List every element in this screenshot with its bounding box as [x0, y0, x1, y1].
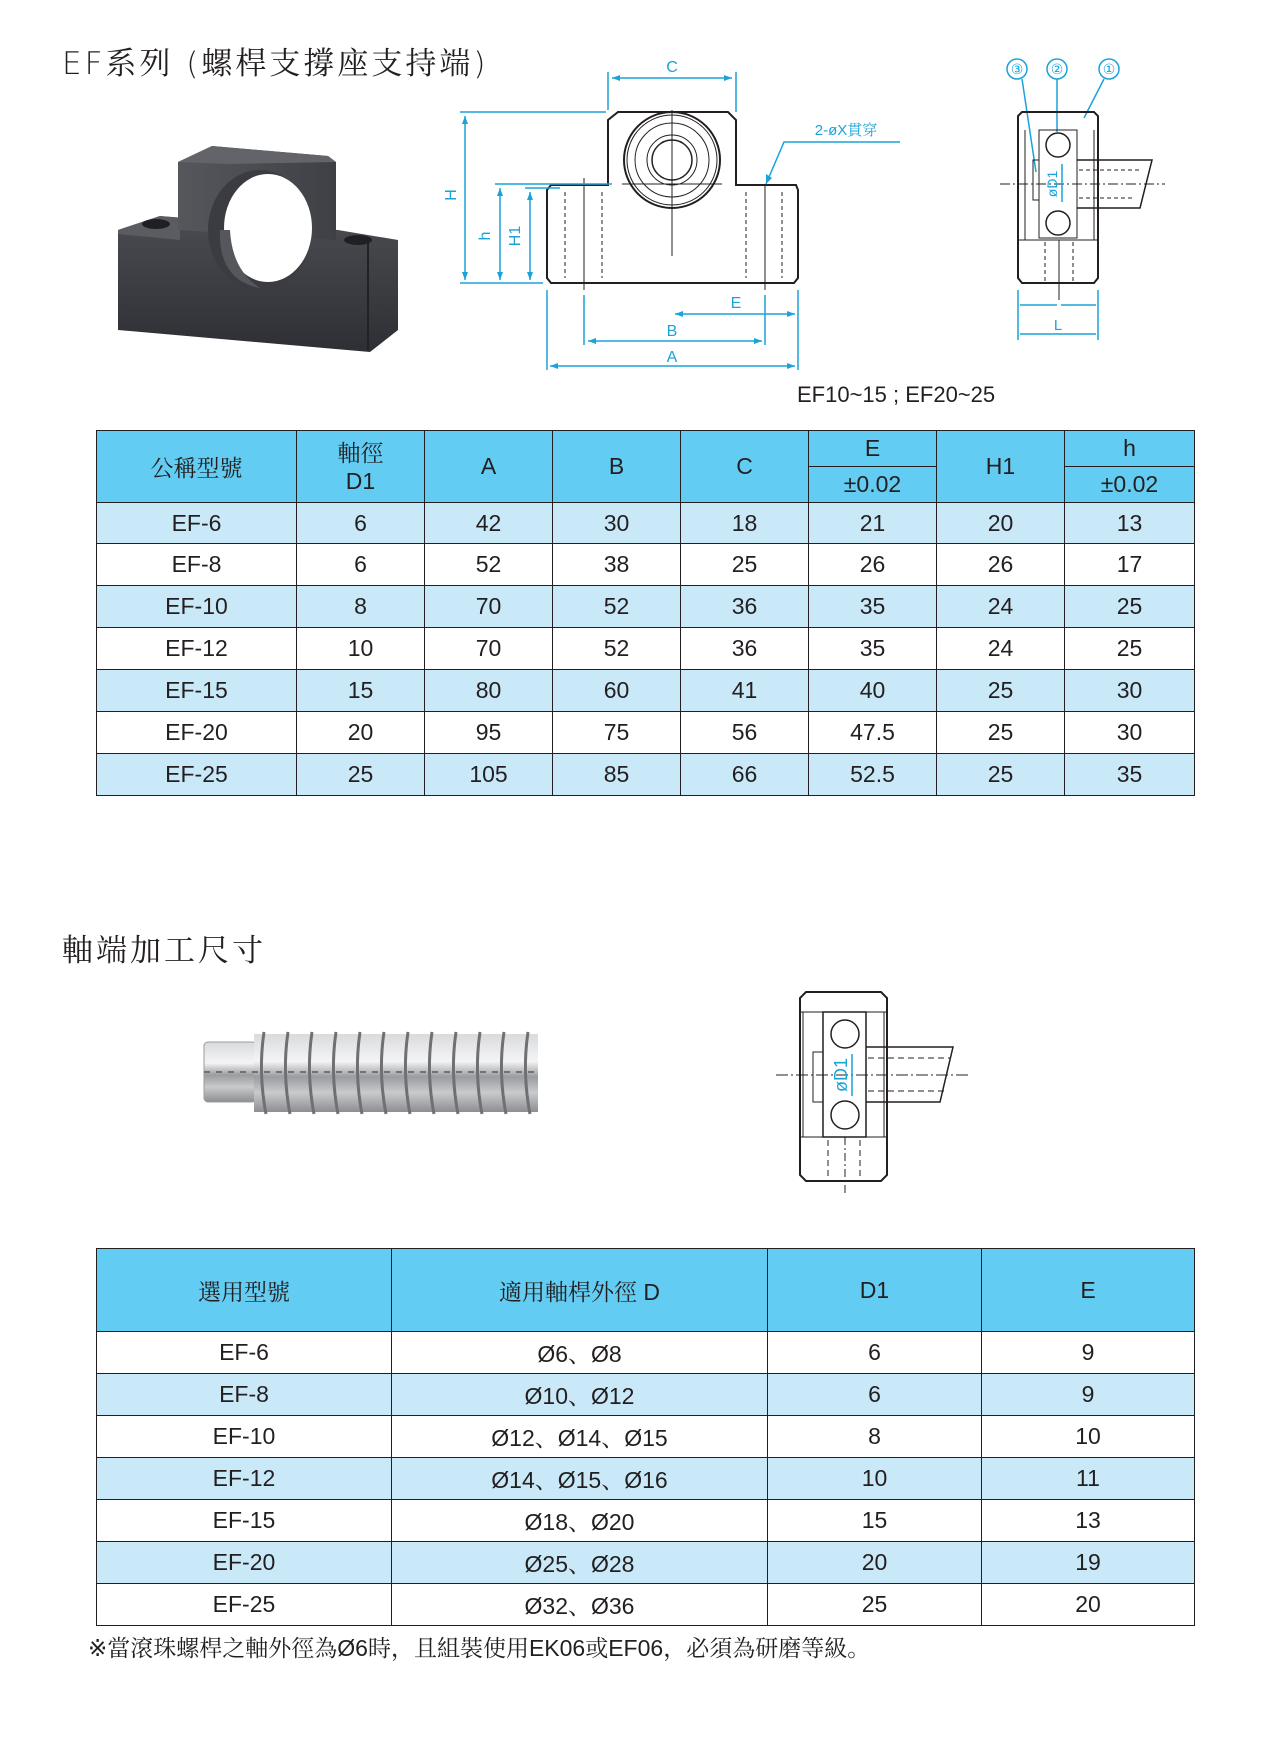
table-row: EF-25 Ø32、Ø36 25 20: [97, 1584, 1195, 1626]
dim-label-e: E: [730, 295, 742, 312]
table-row: EF-12 Ø14、Ø15、Ø16 10 11: [97, 1458, 1195, 1500]
table-row: EF-10 8 70 52 36 35 24 25: [97, 586, 1195, 628]
header-h-tolerance: ±0.02: [1065, 467, 1195, 503]
callout-1: ①: [1102, 61, 1116, 77]
table-row: EF-12 10 70 52 36 35 24 25: [97, 628, 1195, 670]
header-e: E: [809, 431, 937, 467]
table-row: EF-6 6 42 30 18 21 20 13: [97, 503, 1195, 544]
header-h1: H1: [937, 431, 1065, 503]
section-title-ef-series: EF系列 (螺桿支撐座支持端): [62, 46, 489, 82]
ball-screw-photo: [200, 1020, 540, 1120]
header-h: h: [1065, 431, 1195, 467]
dim-label-h1: H1: [507, 225, 524, 247]
dim-label-phi-d1-shaft: øD1: [831, 1057, 851, 1093]
callout-3: ③: [1010, 61, 1024, 77]
section-title-shaft-end: 軸端加工尺寸: [62, 933, 266, 969]
table-row: EF-25 25 105 85 66 52.5 25 35: [97, 754, 1195, 796]
table-row: EF-6 Ø6、Ø8 6 9: [97, 1332, 1195, 1374]
header-e: E: [982, 1249, 1195, 1332]
dim-label-a: A: [666, 349, 678, 366]
table-row: EF-15 Ø18、Ø20 15 13: [97, 1500, 1195, 1542]
table-row: EF-8 6 52 38 25 26 26 17: [97, 544, 1195, 586]
header-model: 公稱型號: [97, 431, 297, 503]
header-shaft-od: 適用軸桿外徑 D: [392, 1249, 768, 1332]
table-row: EF-15 15 80 60 41 40 25 30: [97, 670, 1195, 712]
header-selected-model: 選用型號: [97, 1249, 392, 1332]
support-block-photo: [100, 130, 420, 360]
header-shaft-diameter: 軸徑 D1: [297, 431, 425, 503]
header-b: B: [553, 431, 681, 503]
table-row: EF-20 Ø25、Ø28 20 19: [97, 1542, 1195, 1584]
table-row: EF-10 Ø12、Ø14、Ø15 8 10: [97, 1416, 1195, 1458]
dim-label-phi-d1: øD1: [1044, 170, 1060, 198]
dim-label-h-lower: h: [477, 231, 494, 241]
header-e-tolerance: ±0.02: [809, 467, 937, 503]
header-d1: D1: [768, 1249, 982, 1332]
dim-label-c: C: [666, 59, 678, 76]
header-a: A: [425, 431, 553, 503]
hole-label: 2-øX貫穿: [814, 122, 878, 139]
footnote: ※當滾珠螺桿之軸外徑為Ø6時，且組裝使用EK06或EF06，必須為研磨等級。: [88, 1635, 871, 1661]
dim-label-l: L: [1053, 317, 1063, 334]
table-row: EF-8 Ø10、Ø12 6 9: [97, 1374, 1195, 1416]
dim-label-b: B: [666, 323, 678, 340]
shaft-end-drawing: [760, 980, 980, 1200]
front-view-drawing: [440, 40, 920, 380]
header-c: C: [681, 431, 809, 503]
callout-2: ②: [1050, 61, 1064, 77]
ef-spec-table: [96, 430, 1195, 796]
shaft-end-table: [96, 1248, 1195, 1626]
drawing-caption: EF10~15 ; EF20~25: [797, 382, 996, 407]
dim-label-h-upper: H: [443, 189, 460, 201]
side-view-drawing: [990, 50, 1170, 350]
table-row: EF-20 20 95 75 56 47.5 25 30: [97, 712, 1195, 754]
